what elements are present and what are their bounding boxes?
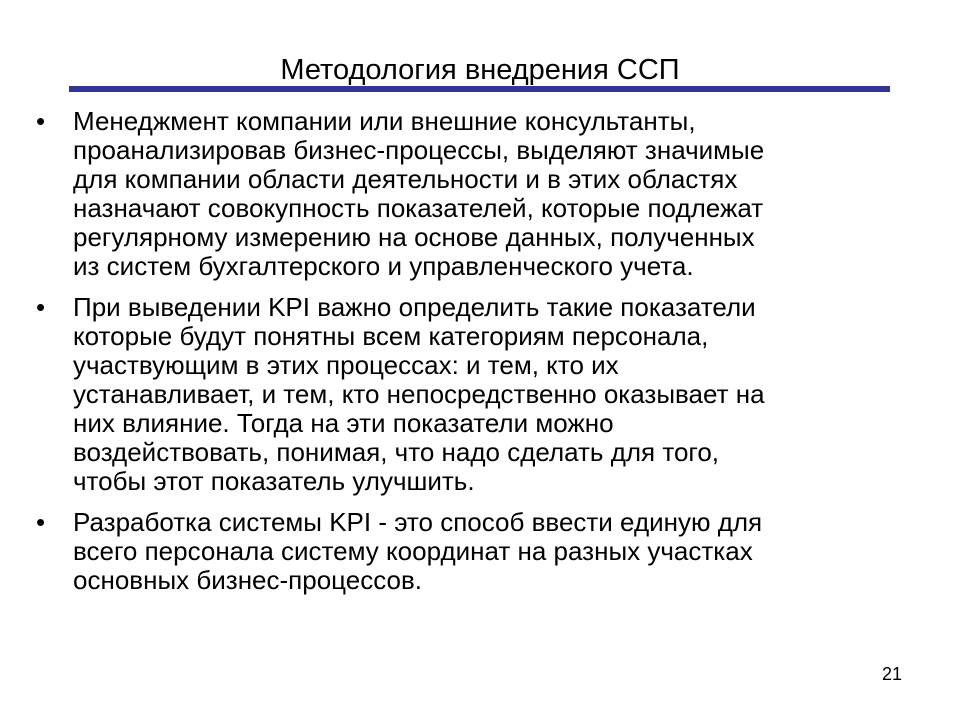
bullet-dot-icon: •: [36, 507, 46, 537]
bullet-2-line-7: чтобы этот показатель улучшить.: [73, 466, 475, 496]
bullet-3-line-1: Разработка системы KPI - это способ ввести единую для: [73, 507, 763, 537]
bullet-item-1: [36, 107, 936, 281]
bullet-2-line-4: устанавливает, и тем, кто непосредственно оказывает на: [73, 379, 765, 409]
bullet-1-line-2: проанализировав бизнес-процессы, выделяют значимые: [73, 135, 765, 165]
bullet-1-line-5: регулярному измерению на основе данных, полученных: [73, 222, 755, 252]
bullet-dot-icon: •: [36, 292, 46, 322]
bullet-list: [36, 107, 936, 607]
bullet-1-line-6: из систем бухгалтерского и управленческого учета.: [73, 251, 694, 281]
page-number: 21: [881, 664, 902, 684]
bullet-3-line-2: всего персонала систему координат на разных участках: [73, 536, 753, 566]
bullet-1-line-1: Менеджмент компании или внешние консультанты,: [73, 106, 696, 136]
bullet-2-line-2: которые будут понятны всем категориям персонала,: [73, 321, 709, 351]
bullet-2-line-6: воздействовать, понимая, что надо сделать для того,: [73, 437, 720, 467]
slide-title: Методология внедрения ССП: [280, 54, 680, 86]
bullet-1-line-4: назначают совокупность показателей, которые подлежат: [73, 193, 764, 223]
bullet-3-line-3: основных бизнес-процессов.: [73, 565, 423, 595]
bullet-2-line-5: них влияние. Тогда на эти показатели можно: [73, 408, 614, 438]
bullet-1-line-3: для компании области деятельности и в этих областях: [73, 164, 738, 194]
bullet-2-line-1: При выведении KPI важно определить такие показатели: [73, 292, 756, 322]
title-underline-rule: [69, 86, 890, 92]
bullet-item-2: [36, 293, 936, 496]
bullet-dot-icon: •: [36, 106, 46, 136]
bullet-item-3: [36, 508, 936, 595]
bullet-2-line-3: участвующим в этих процессах: и тем, кто их: [73, 350, 619, 380]
